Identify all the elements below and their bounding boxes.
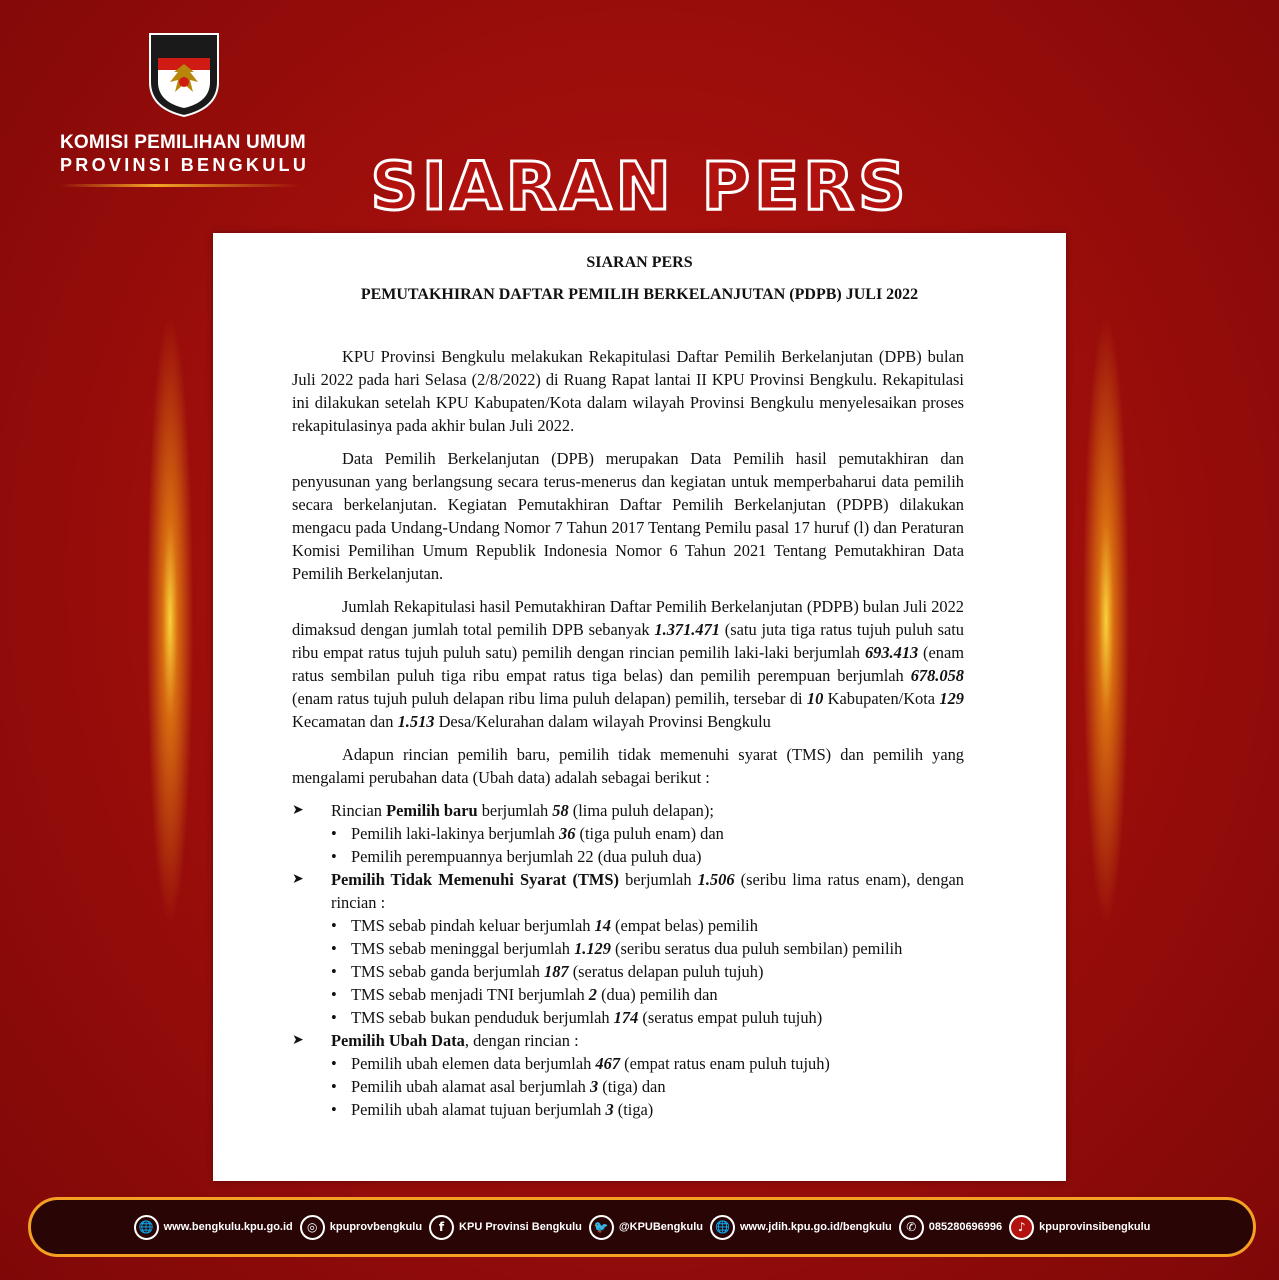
list-item: [331, 937, 964, 960]
item-count: 467: [595, 1054, 621, 1073]
document-title: SIARAN PERS: [586, 254, 693, 271]
list-item: [331, 1075, 964, 1098]
list-item: [331, 960, 964, 983]
footer-link-label: KPU Provinsi Bengkulu: [459, 1221, 582, 1233]
footer-link[interactable]: [589, 1215, 703, 1240]
count: 1.506: [697, 870, 735, 889]
org-line-1: KOMISI PEMILIHAN UMUM: [60, 132, 306, 153]
section-heading: Pemilih Tidak Memenuhi Syarat (TMS): [331, 870, 619, 889]
item-count: 2: [588, 985, 597, 1004]
item-text: (seratus empat puluh tujuh): [638, 1008, 823, 1027]
item-text: Pemilih laki-lakinya berjumlah: [351, 824, 560, 843]
footer-link-label: www.bengkulu.kpu.go.id: [163, 1221, 293, 1233]
item-count: 3: [589, 1077, 599, 1096]
whatsapp-icon: ✆: [899, 1215, 924, 1240]
list-item: [331, 1098, 964, 1121]
text: Rincian: [331, 801, 387, 820]
item-text: TMS sebab bukan penduduk berjumlah: [351, 1008, 614, 1027]
paragraph-4: Adapun rincian pemilih baru, pemilih tidak memenuhi syarat (TMS) dan pemilih yang mengalami perubahan data (Ubah data) adalah sebagai berikut :: [292, 745, 964, 787]
total-voters: 1.371.471: [654, 620, 720, 639]
footer-link[interactable]: [134, 1215, 293, 1240]
text: berjumlah: [618, 870, 698, 889]
list-item: [331, 1052, 964, 1075]
section-ubah-data: [292, 1029, 964, 1052]
item-text: Pemilih ubah alamat tujuan berjumlah: [351, 1100, 606, 1119]
footer-link[interactable]: [710, 1215, 892, 1240]
item-count: 1.129: [574, 939, 611, 958]
paragraph-2: Data Pemilih Berkelanjutan (DPB) merupakan Data Pemilih hasil pemutakhiran dan penyusunan yang berlangsung secara terus-menerus dan kegiatan untuk memperbaharui data pemilih secara berkelanjutan. Kegiatan Pemutakhiran Daftar Pemilih Berkelanjutan (PDPB) dilakukan mengacu pada Undang-Undang Nomor 7 Tahun 2017 Tentang Pemilu pasal 17 huruf (l) dan Peraturan Komisi Pemilihan Umum Republik Indonesia Nomor 6 Tahun 2021 Tentang Pemutakhiran Data Pemilih Berkelanjutan.: [292, 449, 964, 583]
item-text: Pemilih perempuannya berjumlah 22 (dua puluh dua): [351, 847, 702, 866]
list-item: [331, 983, 964, 1006]
text: Desa/Kelurahan dalam wilayah Provinsi Bengkulu: [434, 712, 771, 731]
item-text: Pemilih ubah elemen data berjumlah: [351, 1054, 596, 1073]
footer-link-label: kpuprovinsibengkulu: [1039, 1221, 1151, 1233]
organization-name: [60, 132, 310, 187]
globe-icon: 🌐: [134, 1215, 159, 1240]
kpu-logo: [146, 30, 222, 118]
kecamatan-count: 129: [939, 689, 964, 708]
tiktok-icon: ♪: [1009, 1215, 1034, 1240]
footer-link[interactable]: [899, 1215, 1002, 1240]
list-item: [331, 1006, 964, 1029]
desa-count: 1.513: [397, 712, 435, 731]
kabupaten-count: 10: [806, 689, 824, 708]
item-text: TMS sebab meninggal berjumlah: [351, 939, 575, 958]
text: (enam ratus sembilan puluh tiga ribu empat ratus tiga belas) dan pemilih perempuan berjumlah: [292, 643, 964, 685]
item-text: (seribu seratus dua puluh sembilan) pemilih: [610, 939, 903, 958]
footer-link-label: kpuprovbengkulu: [329, 1221, 423, 1233]
facebook-icon: f: [429, 1215, 454, 1240]
arrow-bullet-icon: ➤: [292, 803, 304, 818]
list-item: [331, 914, 964, 937]
banner-title: SIARAN PERS: [370, 148, 910, 225]
left-gold-glow: [140, 230, 200, 1010]
section-heading: Pemilih Ubah Data: [331, 1031, 465, 1050]
document-subtitle: PEMUTAKHIRAN DAFTAR PEMILIH BERKELANJUTAN (PDPB) JULI 2022: [360, 286, 919, 303]
item-text: (seratus delapan puluh tujuh): [568, 962, 764, 981]
text: berjumlah: [477, 801, 553, 820]
paragraph-3: [292, 595, 964, 733]
item-text: (tiga puluh enam) dan: [575, 824, 724, 843]
item-text: (empat ratus enam puluh tujuh): [620, 1054, 830, 1073]
female-voters: 678.058: [910, 666, 964, 685]
item-count: 3: [605, 1100, 614, 1119]
section-heading: Pemilih baru: [386, 801, 478, 820]
footer-link-label: www.jdih.kpu.go.id/bengkulu: [739, 1221, 892, 1233]
item-count: 174: [613, 1008, 639, 1027]
item-text: TMS sebab menjadi TNI berjumlah: [351, 985, 589, 1004]
item-text: (tiga) dan: [598, 1077, 666, 1096]
org-underline: [60, 184, 300, 187]
footer-link-label: @KPUBengkulu: [618, 1221, 703, 1233]
list-item: [331, 845, 964, 868]
press-release-page: [213, 233, 1066, 1181]
item-text: TMS sebab ganda berjumlah: [351, 962, 544, 981]
new-voters-list: [292, 822, 964, 868]
instagram-icon: ◎: [300, 1215, 325, 1240]
org-line-2: PROVINSI BENGKULU: [60, 155, 310, 175]
twitter-icon: 🐦: [589, 1215, 614, 1240]
paragraph-1: KPU Provinsi Bengkulu melakukan Rekapitulasi Daftar Pemilih Berkelanjutan (DPB) bulan Juli 2022 pada hari Selasa (2/8/2022) di Ruang Rapat lantai II KPU Provinsi Bengkulu. Rekapitulasi ini dilakukan setelah KPU Kabupaten/Kota dalam wilayah Provinsi Bengkulu menyelesaikan proses rekapitulasinya pada akhir bulan Juli 2022.: [292, 347, 964, 435]
section-tms: [292, 868, 964, 914]
item-text: TMS sebab pindah keluar berjumlah: [351, 916, 595, 935]
item-count: 36: [559, 824, 576, 843]
item-text: (dua) pemilih dan: [596, 985, 718, 1004]
footer-link[interactable]: [300, 1215, 422, 1240]
document-body: [292, 345, 964, 1121]
text: (satu juta tiga ratus tujuh puluh satu ribu empat ratus tujuh puluh satu) pemilih dengan rincian pemilih laki-laki berjumlah: [292, 620, 965, 662]
text: , dengan rincian :: [464, 1031, 579, 1050]
section-new-voters: [292, 799, 964, 822]
text: (lima puluh delapan);: [568, 801, 714, 820]
item-text: (tiga): [613, 1100, 654, 1119]
right-gold-glow: [1076, 230, 1136, 1010]
text: Jumlah Rekapitulasi hasil Pemutakhiran Daftar Pemilih Berkelanjutan (PDPB) bulan Juli 2022 dimaksud dengan jumlah total pemilih DPB sebanyak: [292, 597, 964, 639]
item-count: 14: [594, 916, 611, 935]
text: (seribu lima ratus enam), dengan rincian :: [331, 870, 964, 912]
item-text: Pemilih ubah alamat asal berjumlah: [351, 1077, 590, 1096]
text: (enam ratus tujuh puluh delapan ribu lima puluh delapan) pemilih, tersebar di: [292, 689, 807, 708]
item-text: (empat belas) pemilih: [610, 916, 758, 935]
tms-list: [292, 914, 964, 1029]
globe-icon: 🌐: [710, 1215, 735, 1240]
footer-link[interactable]: [1009, 1215, 1150, 1240]
text: Kabupaten/Kota: [823, 689, 940, 708]
item-count: 187: [544, 962, 569, 981]
social-footer-bar: [28, 1197, 1256, 1257]
count: 58: [552, 801, 569, 820]
footer-link-label: 085280696996: [928, 1221, 1003, 1233]
text: Kecamatan dan: [292, 712, 398, 731]
male-voters: 693.413: [864, 643, 919, 662]
list-item: [331, 822, 964, 845]
arrow-bullet-icon: ➤: [292, 1033, 304, 1048]
arrow-bullet-icon: ➤: [292, 872, 304, 887]
ubah-data-list: [292, 1052, 964, 1121]
footer-link[interactable]: [429, 1215, 582, 1240]
